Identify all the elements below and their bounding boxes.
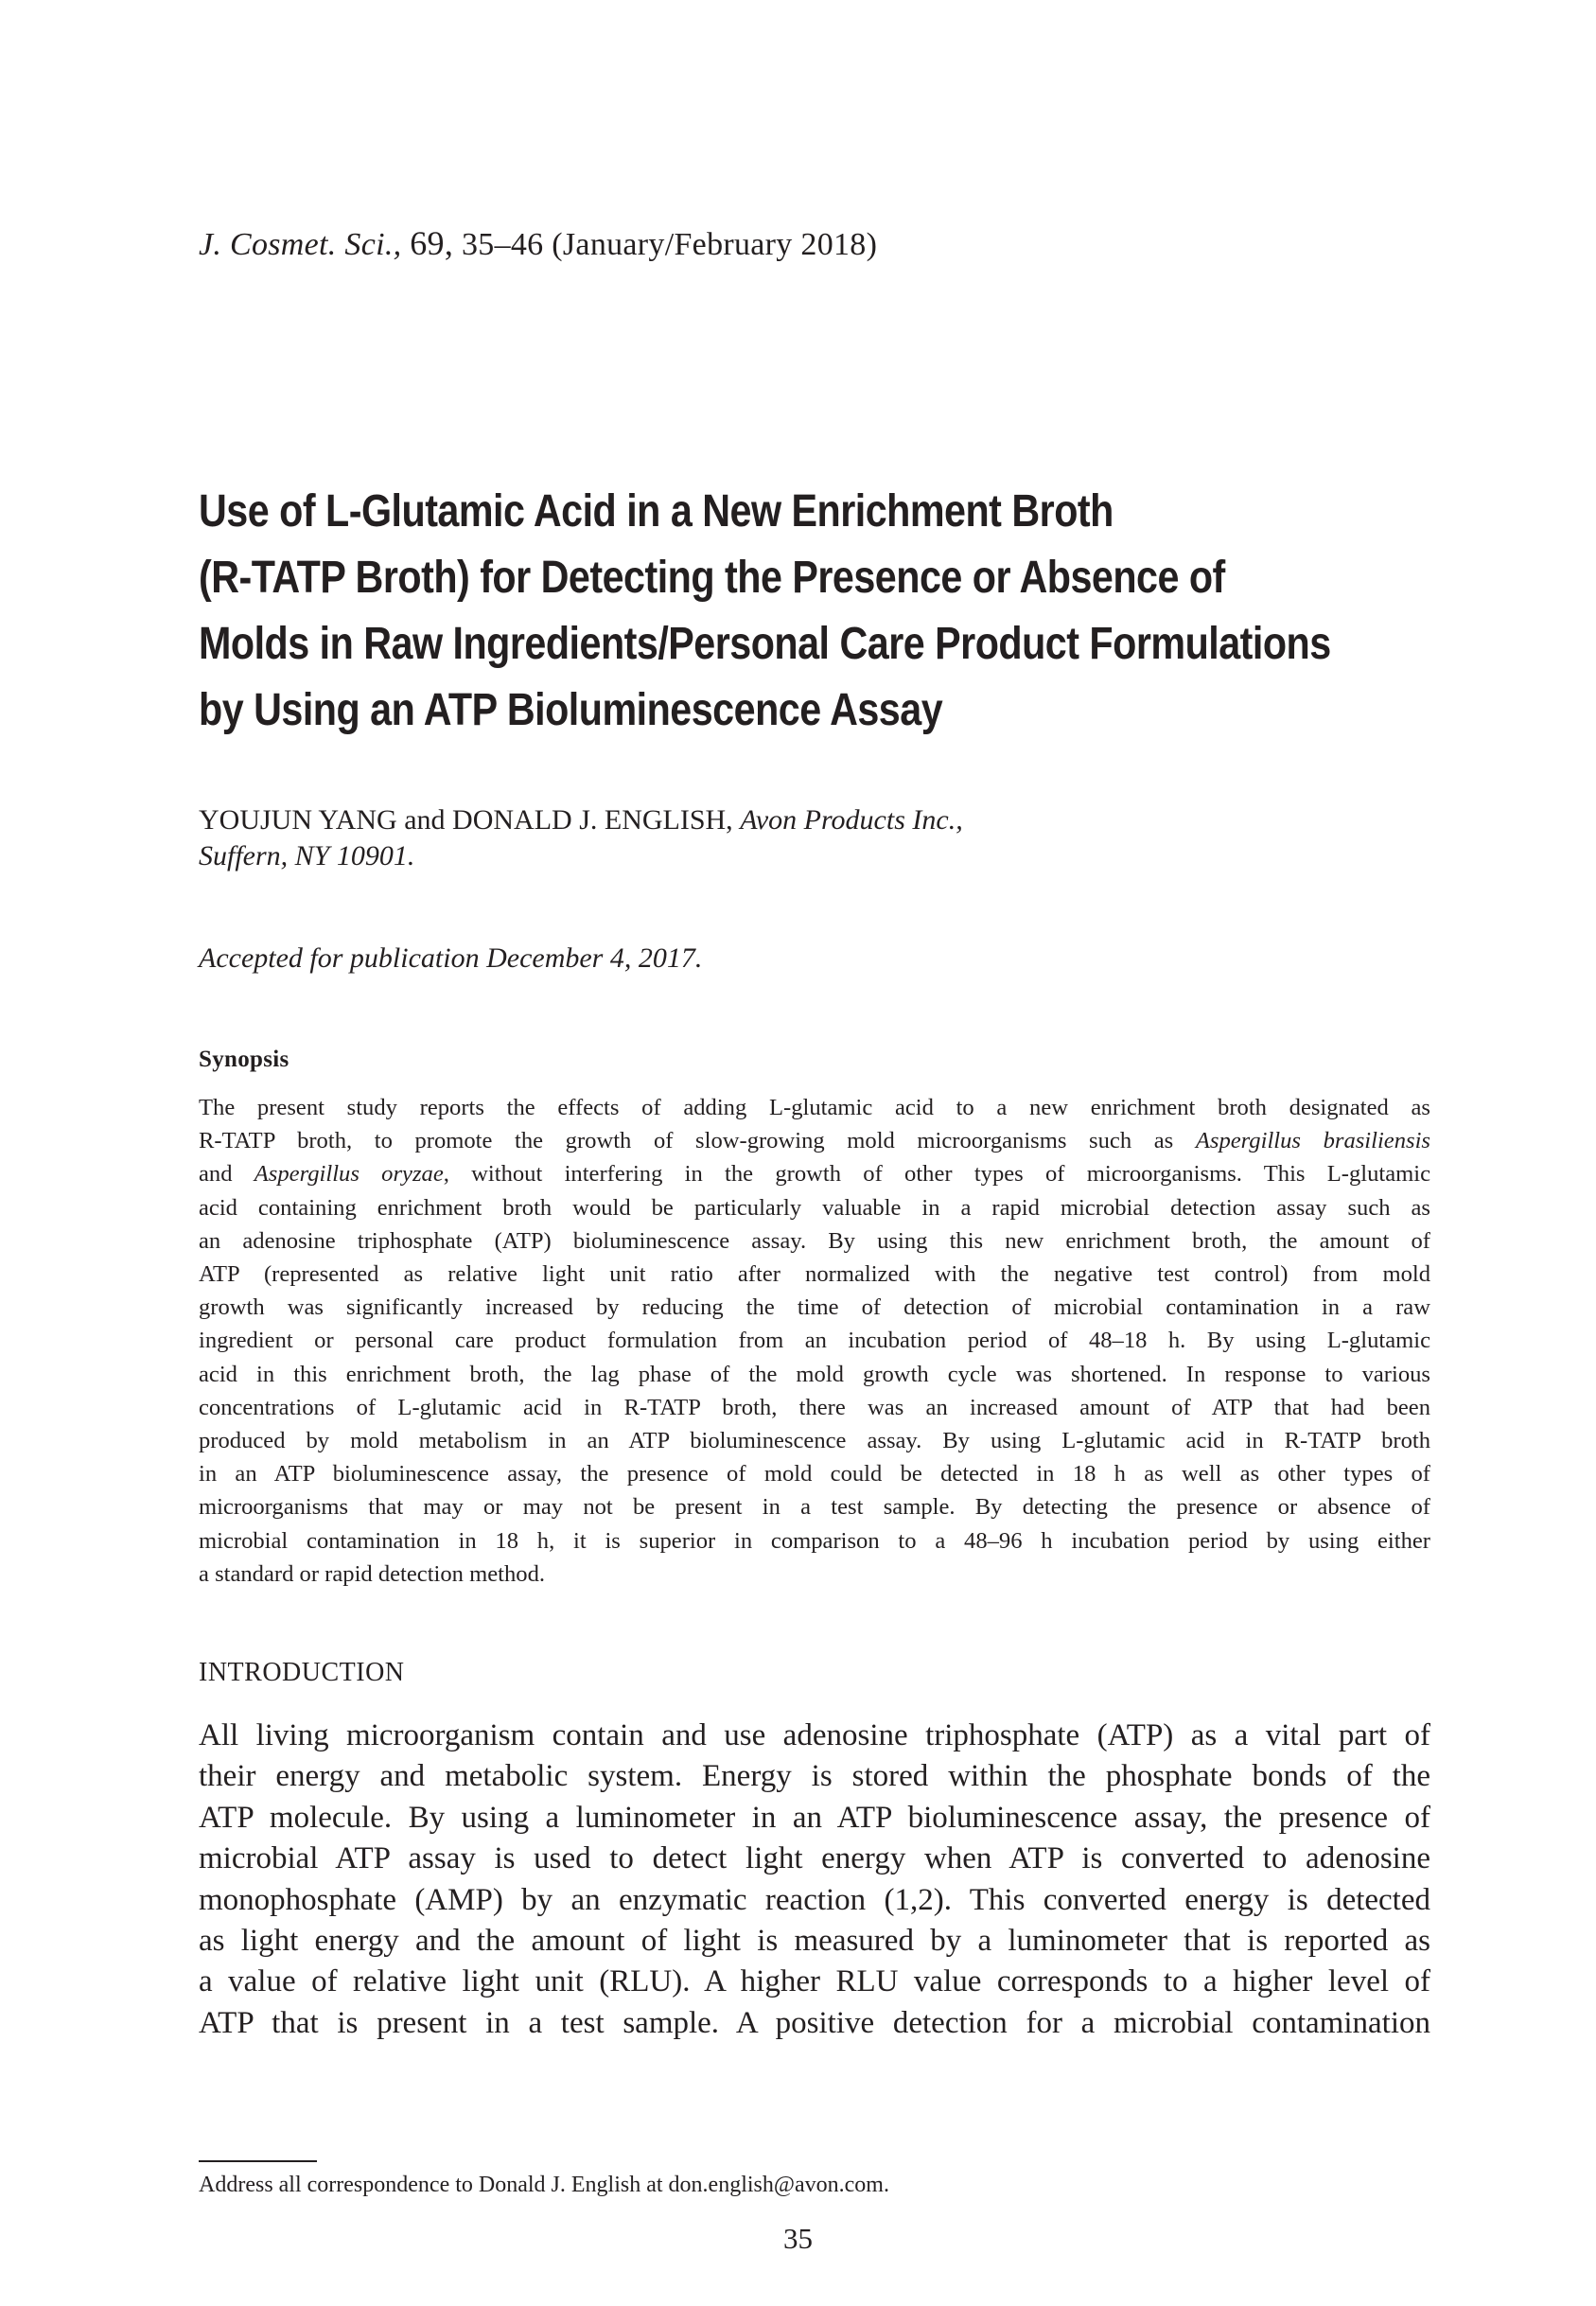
author-location: Suffern, NY 10901. [199, 840, 415, 871]
synopsis-line: a standard or rapid detection method. [199, 1560, 546, 1587]
synopsis-line: an adenosine triphosphate (ATP) bioluminescence assay. By using this new enrichment broth, the amount of [199, 1227, 1430, 1254]
synopsis-line: The present study reports the effects of adding L-glutamic acid to a new enrichment broth designated as [199, 1095, 1430, 1120]
introduction-line: their energy and metabolic system. Energy is stored within the phosphate bonds of the [199, 1759, 1430, 1794]
introduction-line: ATP molecule. By using a luminometer in an ATP bioluminescence assay, the presence of [199, 1800, 1430, 1835]
correspondence-footnote: Address all correspondence to Donald J. English at don.english@avon.com. [199, 2173, 889, 2197]
synopsis-line: in an ATP bioluminescence assay, the presence of mold could be detected in 18 h as well as other types of [199, 1461, 1430, 1487]
synopsis-line: growth was significantly increased by reducing the time of detection of microbial contamination in a raw [199, 1294, 1430, 1321]
synopsis-line: acid in this enrichment broth, the lag phase of the mold growth cycle was shortened. In response to various [199, 1361, 1430, 1387]
synopsis-line: microorganisms that may or may not be present in a test sample. By detecting the presence or absence of [199, 1494, 1430, 1521]
author-names: YOUJUN YANG and DONALD J. ENGLISH, [199, 804, 733, 836]
introduction-line: All living microorganism contain and use adenosine triphosphate (ATP) as a vital part of [199, 1718, 1430, 1752]
synopsis-line: microbial contamination in 18 h, it is superior in comparison to a 48–96 h incubation period by using either [199, 1527, 1430, 1554]
journal-name: J. Cosmet. Sci., [199, 227, 402, 262]
introduction-heading: INTRODUCTION [199, 1658, 405, 1687]
author-affiliation: Avon Products Inc., [740, 804, 963, 836]
synopsis-line: produced by mold metabolism in an ATP bioluminescence assay. By using L-glutamic acid in R-TATP broth [199, 1428, 1430, 1454]
species-name: Aspergillus brasiliensis [1195, 1128, 1430, 1154]
author-line [199, 802, 963, 838]
title-line: by Using an ATP Bioluminescence Assay [199, 685, 943, 735]
species-name: Aspergillus oryzae [254, 1161, 444, 1188]
synopsis-heading: Synopsis [199, 1047, 289, 1072]
footnote-divider [199, 2160, 317, 2162]
journal-volume: 69, [410, 224, 454, 262]
journal-pages: 35–46 (January/February 2018) [461, 227, 878, 262]
article-title [199, 479, 1331, 744]
synopsis-line [199, 1157, 1430, 1190]
author-block [199, 802, 963, 874]
accepted-date: Accepted for publication December 4, 2017. [199, 942, 703, 974]
synopsis-text: and [199, 1161, 233, 1188]
introduction-line: a value of relative light unit (RLU). A higher RLU value corresponds to a higher level of [199, 1964, 1430, 1999]
synopsis-body [199, 1091, 1430, 1591]
introduction-line: microbial ATP assay is used to detect light energy when ATP is converted to adenosine [199, 1841, 1430, 1876]
synopsis-text: R-TATP broth, to promote the growth of slow-growing mold microorganisms such as [199, 1128, 1174, 1154]
introduction-line: monophosphate (AMP) by an enzymatic reaction (1,2). This converted energy is detected [199, 1882, 1430, 1917]
synopsis-line: ingredient or personal care product formulation from an incubation period of 48–18 h. By using L-glutamic [199, 1328, 1430, 1354]
introduction-line: as light energy and the amount of light is measured by a luminometer that is reported as [199, 1924, 1430, 1959]
introduction-body [199, 1716, 1430, 2044]
title-line: Use of L-Glutamic Acid in a New Enrichment Broth [199, 486, 1114, 537]
title-line: (R-TATP Broth) for Detecting the Presence or Absence of [199, 553, 1225, 603]
synopsis-line: concentrations of L-glutamic acid in R-TATP broth, there was an increased amount of ATP that had been [199, 1394, 1430, 1420]
synopsis-line: ATP (represented as relative light unit ratio after normalized with the negative test control) from mold [199, 1261, 1430, 1288]
journal-citation [199, 223, 877, 263]
introduction-line: ATP that is present in a test sample. A positive detection for a microbial contamination [199, 2005, 1430, 2040]
synopsis-line [199, 1124, 1430, 1157]
synopsis-line: acid containing enrichment broth would be particularly valuable in a rapid microbial detection assay such as [199, 1194, 1430, 1221]
synopsis-text: , without interfering in the growth of other types of microorganisms. This L-glutamic [443, 1161, 1430, 1188]
page-number: 35 [783, 2222, 813, 2255]
title-line: Molds in Raw Ingredients/Personal Care Product Formulations [199, 619, 1331, 669]
